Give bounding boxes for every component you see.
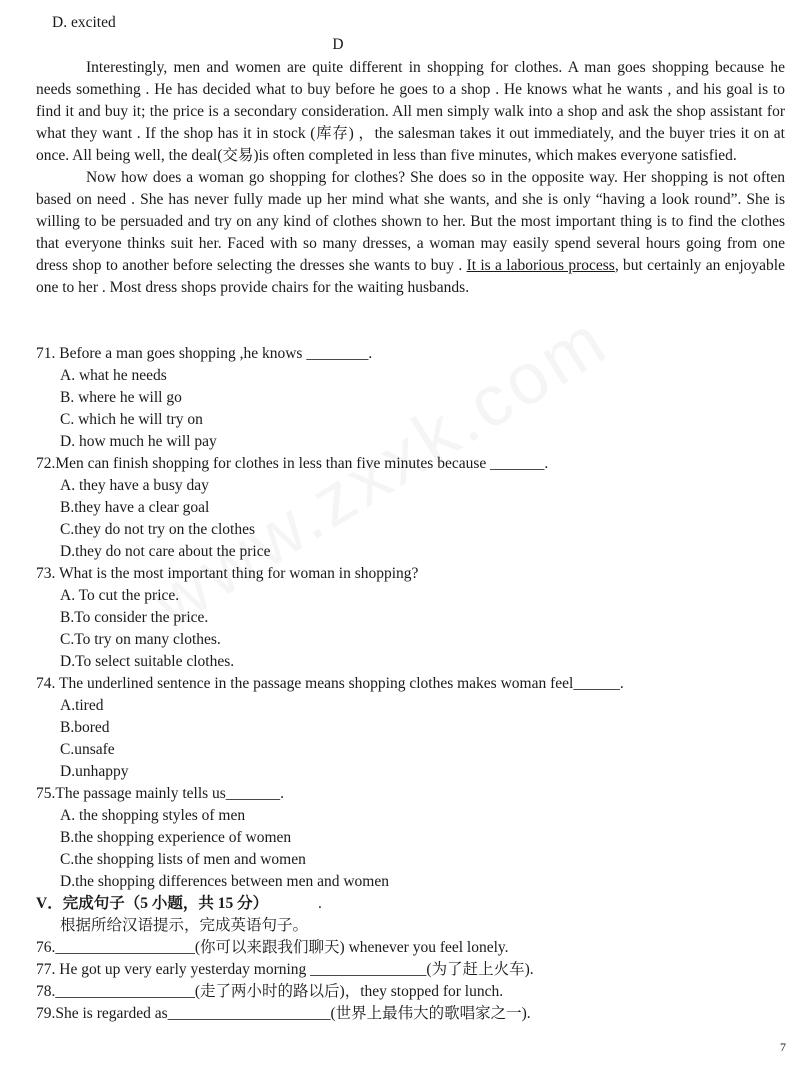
sentence-79: 79.She is regarded as_____________________(世界上最伟大的歌唱家之一).: [36, 1005, 531, 1022]
option-71a: A. what he needs: [60, 367, 167, 384]
option-75c: C.the shopping lists of men and women: [60, 851, 306, 868]
passage: [36, 57, 785, 299]
option-71c: C. which he will try on: [60, 411, 203, 428]
sentence-78: 78.__________________(走了两小时的路以后)，they stopped for lunch.: [36, 983, 504, 1000]
option-75d: D.the shopping differences between men and women: [60, 873, 389, 890]
option-74a: A.tired: [60, 697, 104, 714]
option-73d: D.To select suitable clothes.: [60, 653, 235, 670]
section-5-instruction: 根据所给汉语提示，完成英语句子。: [60, 917, 309, 934]
sentence-77: 77. He got up very early yesterday morning _______________(为了赶上火车).: [36, 961, 534, 978]
previous-option: D. excited: [52, 14, 116, 31]
option-72c: C.they do not try on the clothes: [60, 521, 256, 538]
option-73b: B.To consider the price.: [60, 609, 209, 626]
option-73c: C.To try on many clothes.: [60, 631, 221, 648]
question-71: 71. Before a man goes shopping ,he knows ________.: [36, 345, 373, 362]
question-75: 75.The passage mainly tells us_______.: [36, 785, 284, 802]
section-5-title: V．完成句子（5 小题，共 15 分）: [36, 895, 269, 912]
passage-paragraph-1: Interestingly, men and women are quite different in shopping for clothes. A man goes shopping because he needs something . He has decided what to buy before he goes to a shop . He knows what he wants , and his goal is to find it and buy it; the price is a secondary consideration. All men simply walk into a shop and ask the shop assistant for what they want . If the shop has it in stock (库存) ，the salesman takes it out immediately, and the buyer tries it on at once. All being well, the deal(交易)is often completed in less than five minutes, which makes everyone satisfied.: [36, 59, 785, 164]
option-73a: A. To cut the price.: [60, 587, 180, 604]
option-71d: D. how much he will pay: [60, 433, 217, 450]
underlined-sentence: It is a laborious process: [466, 257, 615, 274]
option-75a: A. the shopping styles of men: [60, 807, 246, 824]
question-72: 72.Men can finish shopping for clothes in less than five minutes because _______.: [36, 455, 549, 472]
option-72b: B.they have a clear goal: [60, 499, 210, 516]
sentence-76: 76.__________________(你可以来跟我们聊天) whenever you feel lonely.: [36, 939, 509, 956]
option-71b: B. where he will go: [60, 389, 182, 406]
option-75b: B.the shopping experience of women: [60, 829, 292, 846]
option-74c: C.unsafe: [60, 741, 115, 758]
question-74: 74. The underlined sentence in the passage means shopping clothes makes woman feel______.: [36, 675, 624, 692]
passage-p2-after: , but certainly an enjoyable one to her . Most dress shops provide chairs for the waiting husbands.: [36, 257, 785, 296]
option-72d: D.they do not care about the price: [60, 543, 271, 560]
section-letter: D: [332, 36, 344, 53]
passage-p2-before: Now how does a woman go shopping for clothes? She does so in the opposite way. Her shopping is not often based on need . She has never fully made up her mind what she wants, and she is only “having a look round”. She is willing to be persuaded and try on any kind of clothes shown to her. But the most important thing is to find the clothes that everyone thinks suit her. Faced with so many dresses, a woman may easily spend several hours going from one dress shop to another before selecting the dresses she wants to buy .: [36, 169, 785, 274]
question-73: 73. What is the most important thing for woman in shopping?: [36, 565, 419, 582]
section-5-title-dot: .: [318, 895, 322, 912]
option-74b: B.bored: [60, 719, 110, 736]
page-number: 7: [780, 1040, 786, 1054]
option-74d: D.unhappy: [60, 763, 129, 780]
option-72a: A. they have a busy day: [60, 477, 209, 494]
passage-paragraph-2: [36, 167, 785, 299]
